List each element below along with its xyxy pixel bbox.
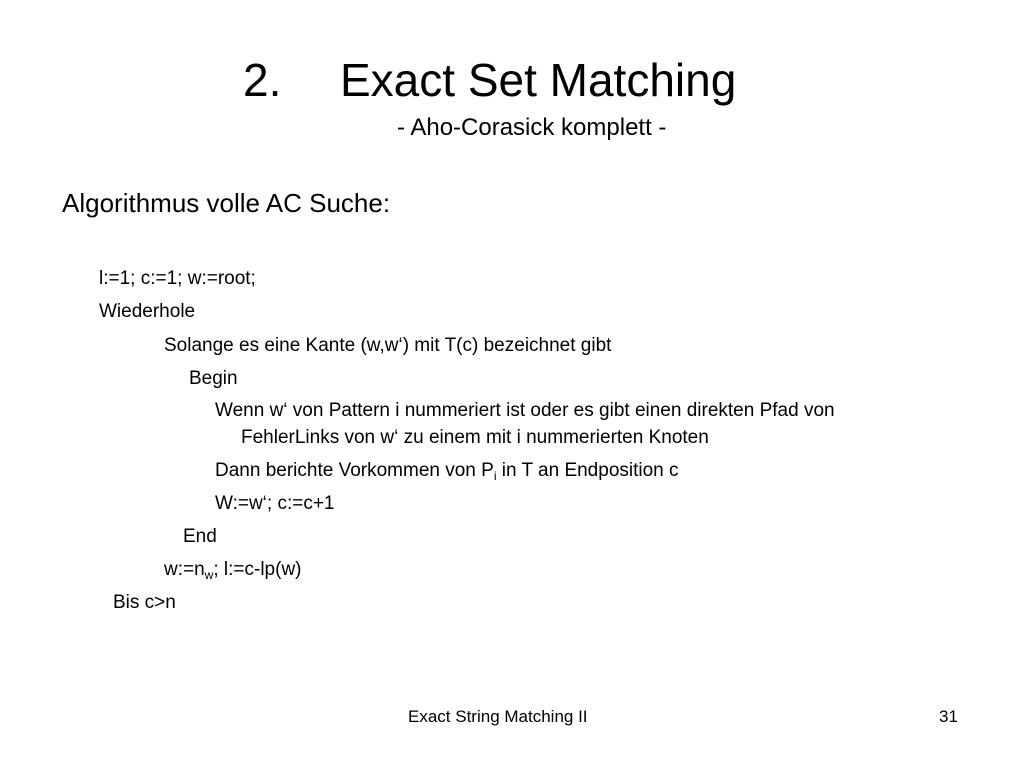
slide-title-number: 2. — [243, 54, 282, 106]
algorithm-line-end: End — [183, 526, 217, 547]
report-text-pre: Dann berichte Vorkommen von P — [215, 460, 494, 481]
algorithm-line-failure — [164, 558, 302, 582]
report-text-post: in T an Endposition c — [496, 460, 679, 481]
algorithm-line-until: Bis c>n — [113, 592, 176, 613]
algorithm-line-init: l:=1; c:=1; w:=root; — [99, 268, 256, 289]
algorithm-line-begin: Begin — [189, 368, 238, 389]
algorithm-line-repeat: Wiederhole — [99, 301, 196, 322]
failure-text-pre: w:=n — [164, 559, 205, 580]
algorithm-heading: Algorithmus volle AC Suche: — [62, 188, 391, 218]
algorithm-line-report — [215, 459, 679, 483]
algorithm-line-if-continued: FehlerLinks von w‘ zu einem mit i nummerierten Knoten — [241, 427, 709, 448]
algorithm-line-advance: W:=w‘; c:=c+1 — [215, 493, 335, 514]
slide-title: Exact Set Matching — [340, 54, 737, 106]
report-subscript: i — [493, 469, 497, 483]
algorithm-line-while: Solange es eine Kante (w,w‘) mit T(c) bezeichnet gibt — [164, 335, 612, 356]
failure-subscript: w — [204, 568, 214, 582]
footer-title: Exact String Matching II — [408, 707, 588, 726]
page-number: 31 — [939, 707, 958, 726]
failure-text-post: ; l:=c-lp(w) — [213, 559, 302, 580]
algorithm-line-if: Wenn w‘ von Pattern i nummeriert ist oder es gibt einen direkten Pfad von — [215, 400, 835, 421]
slide-subtitle: - Aho-Corasick komplett - — [397, 114, 667, 141]
